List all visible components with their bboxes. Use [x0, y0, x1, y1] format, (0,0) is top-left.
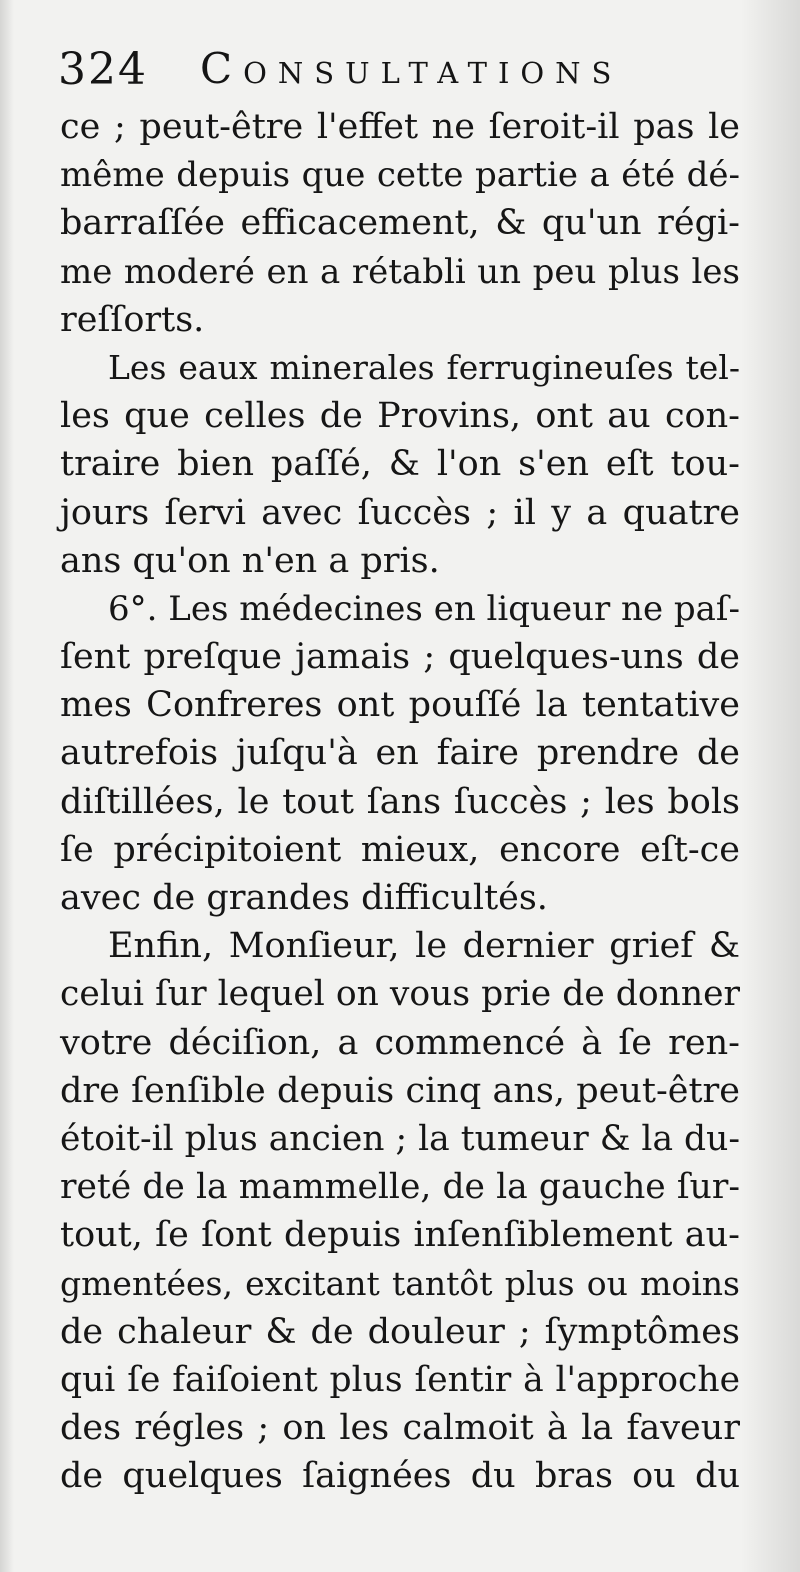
text-line: reſſorts.	[60, 299, 205, 340]
running-header	[58, 44, 738, 100]
text-line: étoit-il plus ancien ; la tumeur & la du-	[60, 1118, 740, 1159]
text-line: ans qu'on n'en a pris.	[60, 540, 440, 581]
text-line: de chaleur & de douleur ; ſymptômes	[60, 1311, 740, 1352]
text-line: les que celles de Provins, ont au con-	[60, 396, 740, 437]
text-line: barraſſée efficacement, & qu'un régi-	[60, 203, 740, 244]
text-line: ſent preſque jamais ; quelques-uns de	[60, 637, 740, 678]
text-line: gmentées, excitant tantôt plus ou moins	[60, 1263, 740, 1303]
text-line: ſe précipitoient mieux, encore eſt-ce	[60, 829, 740, 870]
text-line: même depuis que cette partie a été dé-	[60, 155, 740, 196]
text-line: autrefois juſqu'à en faire prendre de	[60, 733, 740, 774]
text-line: avec de grandes difficultés.	[60, 878, 548, 918]
text-line: dre ſenſible depuis cinq ans, peut-être	[60, 1070, 740, 1111]
page-number: 324	[58, 44, 148, 95]
text-line: Enfin, Monſieur, le dernier grief &	[108, 926, 740, 967]
running-title: Consultations	[200, 44, 623, 93]
text-line: tout, ſe ſont depuis inſenſiblement au-	[60, 1215, 740, 1256]
text-line: ce ; peut-être l'effet ne ſeroit-il pas le	[60, 107, 740, 147]
text-line: mes Confreres ont pouſſé la tentative	[60, 685, 740, 726]
text-line: votre déciſion, a commencé à ſe ren-	[60, 1022, 740, 1063]
body-text	[60, 103, 740, 1500]
text-line: des régles ; on les calmoit à la faveur	[60, 1408, 740, 1449]
text-line: Les eaux minerales ferrugineuſes tel-	[108, 347, 740, 387]
text-line: celui ſur lequel on vous prie de donner	[60, 974, 740, 1015]
text-line: qui ſe faiſoient plus ſentir à l'approche	[60, 1359, 740, 1400]
page-edge-shadow	[740, 0, 800, 1572]
text-line: diſtillées, le tout ſans ſuccès ; les bols	[60, 781, 740, 822]
page-gutter-shadow	[0, 0, 14, 1572]
text-line: traire bien paſſé, & l'on s'en eſt tou-	[60, 444, 740, 485]
text-line: de quelques ſaignées du bras ou du	[60, 1456, 740, 1497]
text-line: jours ſervi avec ſuccès ; il y a quatre	[60, 492, 740, 533]
text-line: reté de la mammelle, de la gauche ſur-	[60, 1167, 740, 1208]
text-line: me moderé en a rétabli un peu plus les	[60, 251, 740, 292]
text-line: 6°. Les médecines en liqueur ne paſ-	[108, 588, 740, 629]
